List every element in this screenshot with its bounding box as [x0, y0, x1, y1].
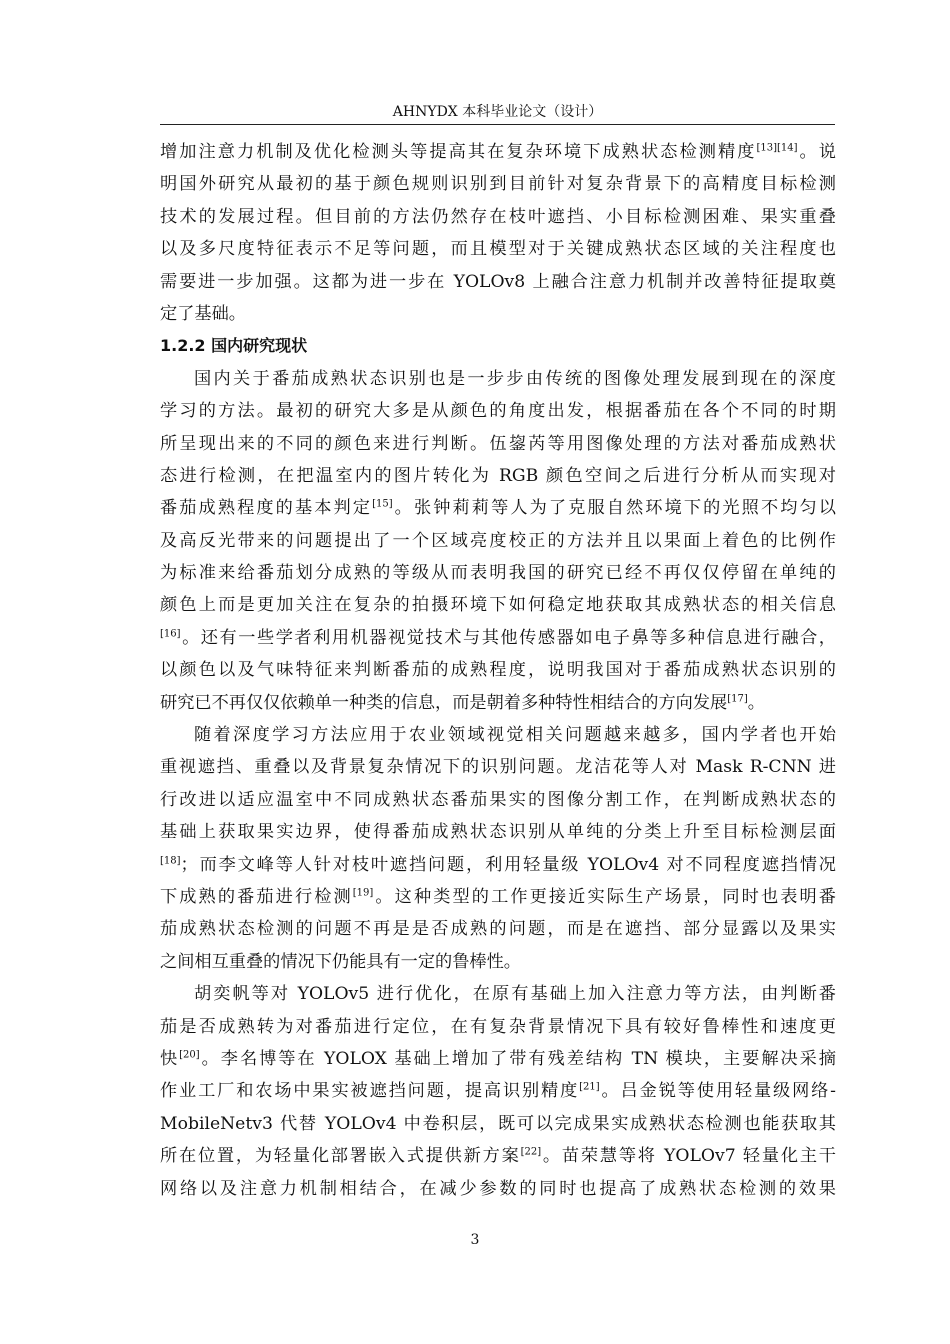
text-line: 增加注意力机制及优化检测头等提高其在复杂环境下成熟状态检测精度[13][14]。说	[160, 142, 836, 162]
text-line: 基础上获取果实边界，使得番茄成熟状态识别从单纯的分类上升至目标检测层面	[160, 822, 836, 843]
text-line: 作业工厂和农场中果实被遮挡问题，提高识别精度[21]。吕金锐等使用轻量级网络-	[160, 1081, 836, 1102]
text-line: [16]。还有一些学者利用机器视觉技术与其他传感器如电子鼻等多种信息进行融合，	[160, 627, 836, 648]
page-number: 3	[470, 1232, 480, 1248]
text-line: 技术的发展过程。但目前的方法仍然存在枝叶遮挡、小目标检测困难、果实重叠	[160, 206, 836, 227]
text-line: 茄是否成熟转为对番茄进行定位，在有复杂背景情况下具有较好鲁棒性和速度更	[160, 1016, 836, 1037]
text-line: 以颜色以及气味特征来判断番茄的成熟程度，说明我国对于番茄成熟状态识别的	[160, 660, 836, 681]
text-line: 定了基础。	[160, 303, 246, 324]
text-line: MobileNetv3 代替 YOLOv4 中卷积层，既可以完成果实成熟状态检测也能获取其	[160, 1113, 836, 1134]
text-line: [18]；而李文峰等人针对枝叶遮挡问题，利用轻量级 YOLOv4 对不同程度遮挡情况	[160, 854, 836, 875]
text-line: 随着深度学习方法应用于农业领域视觉相关问题越来越多，国内学者也开始	[194, 725, 836, 746]
text-line: 茄成熟状态检测的问题不再是是否成熟的问题，而是在遮挡、部分显露以及果实	[160, 919, 836, 940]
text-line: 胡奕帆等对 YOLOv5 进行优化，在原有基础上加入注意力等方法，由判断番	[194, 984, 836, 1005]
text-line: 所在位置，为轻量化部署嵌入式提供新方案[22]。苗荣慧等将 YOLOv7 轻量化主干	[160, 1146, 836, 1167]
section-heading: 1.2.2 国内研究现状	[160, 336, 308, 356]
text-line: 下成熟的番茄进行检测[19]。这种类型的工作更接近实际生产场景，同时也表明番	[160, 886, 836, 907]
body-text	[160, 136, 836, 1205]
text-line: 番茄成熟程度的基本判定[15]。张钟莉莉等人为了克服自然环境下的光照不均匀以	[160, 498, 836, 519]
text-line: 需要进一步加强。这都为进一步在 YOLOv8 上融合注意力机制并改善特征提取奠	[160, 271, 836, 292]
text-line: 国内关于番茄成熟状态识别也是一步步由传统的图像处理发展到现在的深度	[194, 368, 836, 389]
text-line: 之间相互重叠的情况下仍能具有一定的鲁棒性。	[160, 951, 521, 972]
text-line: 行改进以适应温室中不同成熟状态番茄果实的图像分割工作，在判断成熟状态的	[160, 789, 836, 810]
text-line: 颜色上而是更加关注在复杂的拍摄环境下如何稳定地获取其成熟状态的相关信息	[160, 595, 836, 616]
text-line: 网络以及注意力机制相结合，在减少参数的同时也提高了成熟状态检测的效果	[160, 1178, 836, 1199]
text-line: 明国外研究从最初的基于颜色规则识别到目前针对复杂背景下的高精度目标检测	[160, 174, 836, 195]
text-line: 为标准来给番茄划分成熟的等级从而表明我国的研究已经不再仅仅停留在单纯的	[160, 563, 836, 584]
text-line: 所呈现出来的不同的颜色来进行判断。伍鋆芮等用图像处理的方法对番茄成熟状	[160, 433, 836, 454]
text-line: 重视遮挡、重叠以及背景复杂情况下的识别问题。龙洁花等人对 Mask R-CNN 进	[160, 757, 836, 778]
text-line: 学习的方法。最初的研究大多是从颜色的角度出发，根据番茄在各个不同的时期	[160, 401, 836, 422]
text-line: 及高反光带来的问题提出了一个区域亮度校正的方法并且以果面上着色的比例作	[160, 530, 836, 551]
text-line: 态进行检测，在把温室内的图片转化为 RGB 颜色空间之后进行分析从而实现对	[160, 465, 836, 486]
text-line: 以及多尺度特征表示不足等问题，而且模型对于关键成熟状态区域的关注程度也	[160, 239, 836, 260]
text-line: 研究已不再仅仅依赖单一种类的信息，而是朝着多种特性相结合的方向发展[17]。	[160, 692, 765, 713]
text-line: 快[20]。李名博等在 YOLOX 基础上增加了带有残差结构 TN 模块，主要解决采摘	[160, 1048, 836, 1069]
page-header: AHNYDX 本科毕业论文（设计）	[160, 100, 835, 125]
